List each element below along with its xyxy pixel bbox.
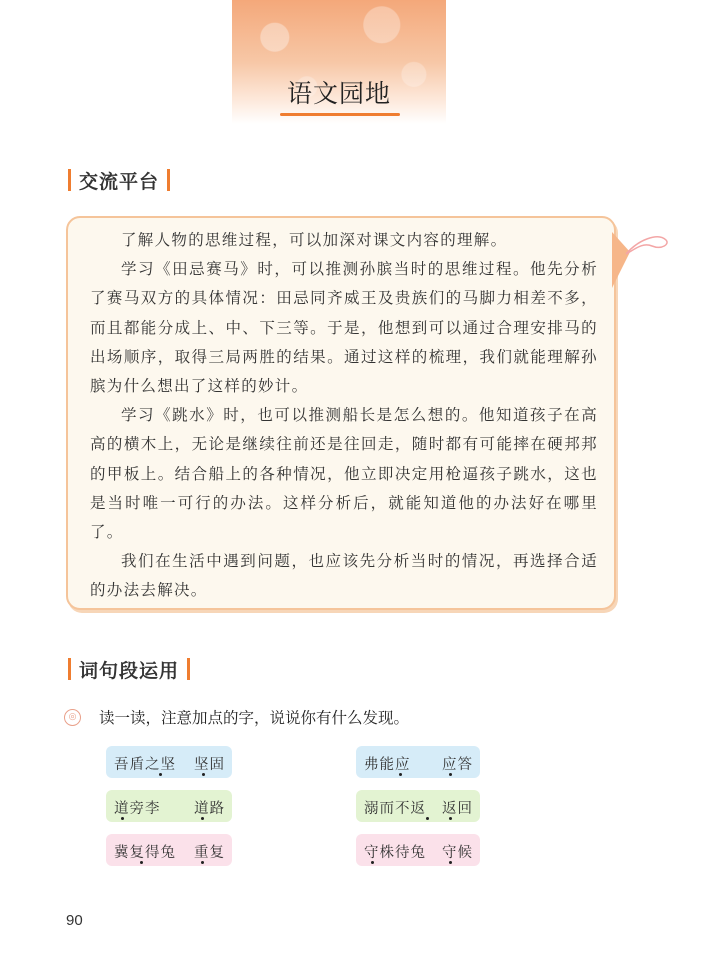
emphasis-dot xyxy=(121,817,124,820)
title-underline xyxy=(280,113,400,116)
bubble-paragraph: 了解人物的思维过程，可以加深对课文内容的理解。 xyxy=(121,231,508,249)
word-chip xyxy=(106,834,232,866)
section-header-usage xyxy=(68,656,190,682)
chip-word: 重复 xyxy=(194,845,225,861)
bubble-paragraph: 我们在生活中遇到问题，也应该先分析当时的情况，再选择合适的办法去解决。 xyxy=(90,552,598,600)
emphasis-dot xyxy=(426,817,429,820)
chip-phrase: 冀复得兔 xyxy=(114,845,176,861)
instruction-text: 读一读，注意加点的字，说说你有什么发现。 xyxy=(99,709,410,727)
chip-word: 应答 xyxy=(442,757,473,773)
chip-word: 守候 xyxy=(442,845,473,861)
emphasis-dot xyxy=(202,773,205,776)
chip-word: 返回 xyxy=(442,801,473,817)
emphasis-dot xyxy=(140,861,143,864)
word-chip xyxy=(356,834,480,866)
exercise-instruction xyxy=(64,706,409,728)
chip-phrase: 溺而不返 xyxy=(364,801,426,817)
emphasis-dot xyxy=(201,861,204,864)
emphasis-dot xyxy=(159,773,162,776)
section-header-exchange xyxy=(68,167,170,193)
header-banner xyxy=(232,0,446,124)
section-bar-left xyxy=(68,169,71,191)
bubble-text xyxy=(90,226,598,606)
word-chip xyxy=(356,746,480,778)
circle-badge-icon: ◎ xyxy=(64,709,81,726)
chip-word: 坚固 xyxy=(194,757,225,773)
word-chip xyxy=(106,746,232,778)
section-bar-left xyxy=(68,658,71,680)
emphasis-dot xyxy=(371,861,374,864)
bubble-paragraph: 学习《跳水》时，也可以推测船长是怎么想的。他知道孩子在高高的横木上，无论是继续往前还是往回走，随时都有可能摔在硬邦邦的甲板上。结合船上的各种情况，他立即决定用枪逼孩子跳水，这也是当时唯一可行的办法。这样分析后，就能知道他的办法好在哪里了。 xyxy=(90,406,598,542)
section-title: 词句段运用 xyxy=(79,659,180,682)
section-bar-right xyxy=(187,658,190,680)
emphasis-dot xyxy=(449,817,452,820)
word-chip xyxy=(106,790,232,822)
page-number: 90 xyxy=(66,912,83,929)
emphasis-dot xyxy=(449,861,452,864)
chip-word: 道路 xyxy=(194,801,225,817)
word-chip xyxy=(356,790,480,822)
chip-phrase: 守株待兔 xyxy=(364,845,426,861)
emphasis-dot xyxy=(449,773,452,776)
emphasis-dot xyxy=(201,817,204,820)
ribbon-decoration-icon xyxy=(612,232,672,296)
emphasis-dot xyxy=(399,773,402,776)
page-title: 语文园地 xyxy=(286,79,391,108)
section-bar-right xyxy=(167,169,170,191)
chip-phrase: 道旁李 xyxy=(114,801,161,817)
chip-phrase: 弗能应 xyxy=(364,757,411,773)
section-title: 交流平台 xyxy=(79,170,160,193)
bubble-paragraph: 学习《田忌赛马》时，可以推测孙膑当时的思维过程。他先分析了赛马双方的具体情况：田忌同齐威王及贵族们的马脚力相差不多，而且都能分成上、中、下三等。于是，他想到可以通过合理安排马的出场顺序，取得三局两胜的结果。通过这样的梳理，我们就能理解孙膑为什么想出了这样的妙计。 xyxy=(90,260,598,396)
chip-phrase: 吾盾之坚 xyxy=(114,757,176,773)
